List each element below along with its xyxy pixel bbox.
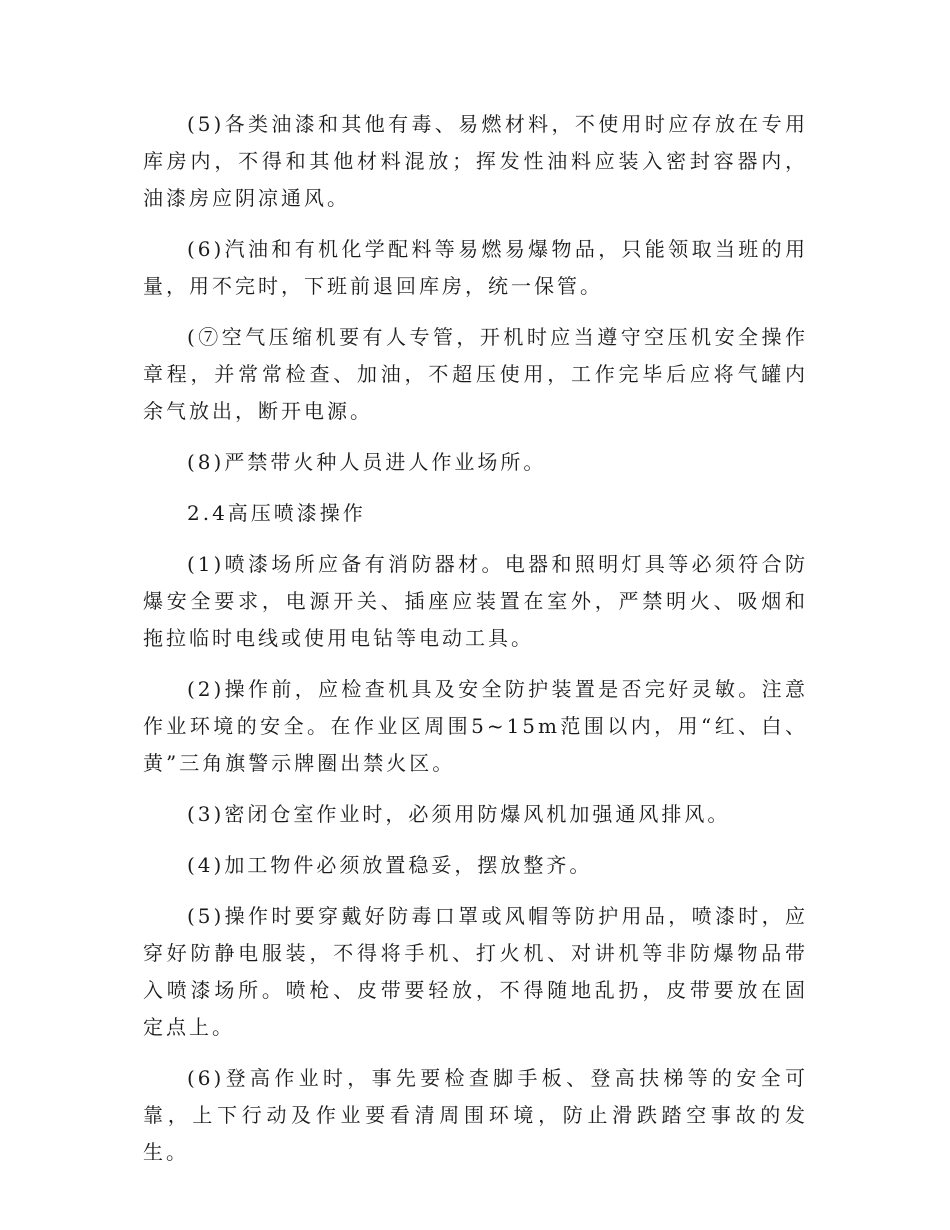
- document-body: [143, 106, 808, 1185]
- paragraph-spray-1: (1)喷漆场所应备有消防器材。电器和照明灯具等必须符合防爆安全要求，电源开关、插座应装置在室外，严禁明火、吸烟和拖拉临时电线或使用电钻等电动工具。: [143, 552, 808, 650]
- paragraph-item-6-gasoline: (6)汽油和有机化学配料等易燃易爆物品，只能领取当班的用量，用不完时，下班前退回库房，统一保管。: [143, 237, 808, 298]
- paragraph-spray-3: (3)密闭仓室作业时，必须用防爆风机加强通风排风。: [187, 802, 731, 826]
- paragraph-item-7-air-compressor: (⑦空气压缩机要有人专管，开机时应当遵守空压机安全操作章程，并常常检查、加油，不超压使用，工作完毕后应将气罐内余气放出，断开电源。: [143, 325, 808, 423]
- paragraph-spray-2: (2)操作前，应检查机具及安全防护装置是否完好灵敏。注意作业环境的安全。在作业区周围5~15m范围以内，用“红、白、黄”三角旗警示牌圈出禁火区。: [143, 677, 808, 775]
- section-heading: 2.4高压喷漆操作: [187, 501, 366, 525]
- paragraph-spray-4: (4)加工物件必须放置稳妥，摆放整齐。: [187, 853, 593, 877]
- paragraph-item-8-fire-ban: (8)严禁带火种人员进人作业场所。: [187, 450, 547, 474]
- paragraph-item-5-paint-storage: (5)各类油漆和其他有毒、易燃材料，不使用时应存放在专用库房内，不得和其他材料混放；挥发性油料应装入密封容器内，油漆房应阴凉通风。: [143, 112, 808, 210]
- paragraph-spray-5: (5)操作时要穿戴好防毒口罩或风帽等防护用品，喷漆时，应穿好防静电服装，不得将手机、打火机、对讲机等非防爆物品带入喷漆场所。喷枪、皮带要轻放，不得随地乱扔，皮带要放在固定点上。: [143, 904, 808, 1039]
- paragraph-spray-6: (6)登高作业时，事先要检查脚手板、登高扶梯等的安全可靠，上下行动及作业要看清周围环境，防止滑跌踏空事故的发生。: [143, 1066, 808, 1164]
